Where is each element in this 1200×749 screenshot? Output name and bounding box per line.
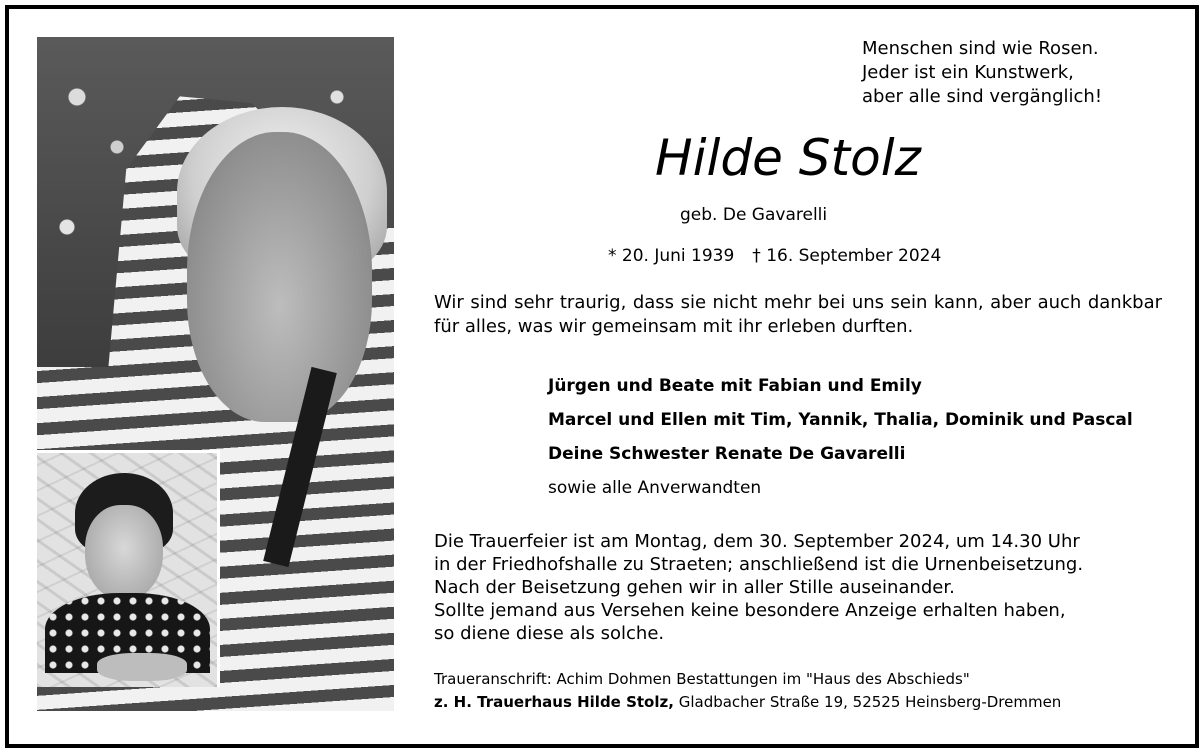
childhood-face [85, 505, 163, 600]
funeral-details [434, 530, 1162, 645]
mourner-entry: Jürgen und Beate mit Fabian und Emily [548, 376, 922, 396]
childhood-hands [97, 653, 187, 681]
mourners-list [548, 369, 1168, 505]
funeral-line: Nach der Beisetzung gehen wir in aller Stille auseinander. [434, 577, 955, 598]
mourner-entry: Deine Schwester Renate De Gavarelli [548, 444, 906, 464]
quote-line: Jeder ist ein Kunstwerk, [862, 62, 1074, 83]
deceased-name: Hilde Stolz [655, 129, 921, 187]
funeral-line: Die Trauerfeier ist am Montag, dem 30. September 2024, um 14.30 Uhr [434, 531, 1080, 552]
memorial-quote [862, 37, 1162, 109]
address-line-1: Traueranschrift: Achim Dohmen Bestattungen im "Haus des Abschieds" [434, 670, 970, 688]
birth-date: * 20. Juni 1939 [608, 246, 735, 266]
childhood-photo [37, 450, 220, 687]
mourners-closing: sowie alle Anverwandten [548, 478, 762, 498]
funeral-line: Sollte jemand aus Versehen keine besondere Anzeige erhalten haben, [434, 600, 1066, 621]
funeral-line: so diene diese als solche. [434, 623, 665, 644]
life-dates [608, 245, 941, 267]
mourning-address [434, 668, 1174, 714]
funeral-line: in der Friedhofshalle zu Straeten; anschließend ist die Urnenbeisetzung. [434, 554, 1084, 575]
address-line-2 [434, 691, 1174, 714]
address-recipient: z. H. Trauerhaus Hilde Stolz, [434, 693, 674, 711]
quote-line: aber alle sind vergänglich! [862, 86, 1103, 107]
grief-message: Wir sind sehr traurig, dass sie nicht mehr bei uns sein kann, aber auch dankbar für alles, was wir gemeinsam mit ihr erleben durften. [434, 292, 1162, 337]
mourner-entry: Marcel und Ellen mit Tim, Yannik, Thalia, Dominik und Pascal [548, 410, 1133, 430]
portrait-face [187, 132, 372, 422]
quote-line: Menschen sind wie Rosen. [862, 38, 1099, 59]
death-date: † 16. September 2024 [752, 246, 942, 266]
birth-name: geb. De Gavarelli [680, 205, 828, 225]
address-street: Gladbacher Straße 19, 52525 Heinsberg-Dremmen [673, 693, 1062, 711]
